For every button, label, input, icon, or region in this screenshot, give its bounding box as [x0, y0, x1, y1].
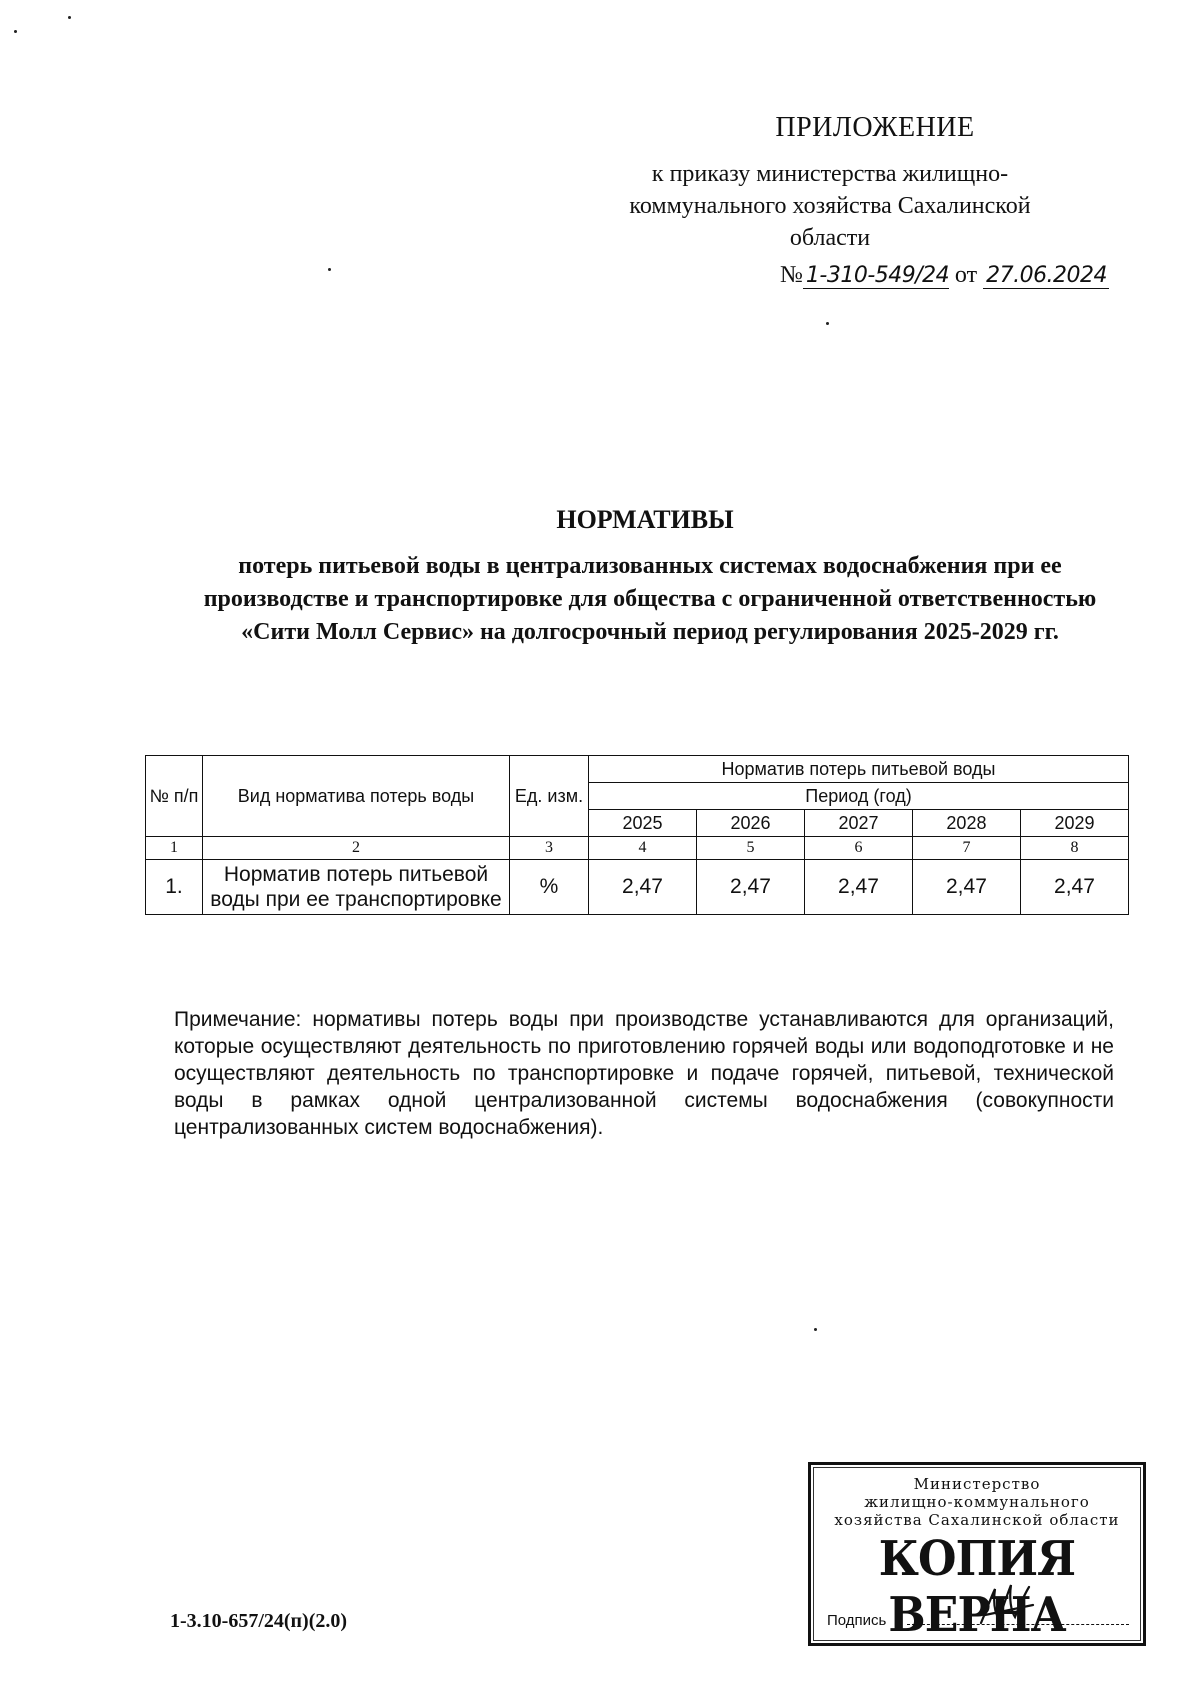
header-period: Период (год) — [589, 783, 1129, 810]
scan-speck — [328, 268, 331, 271]
index-cell: 2 — [203, 837, 510, 860]
index-cell: 4 — [589, 837, 697, 860]
scan-speck — [814, 1328, 817, 1331]
stamp-line-2: жилищно-коммунального — [864, 1493, 1090, 1511]
index-cell: 6 — [804, 837, 912, 860]
table-row — [146, 860, 1129, 915]
row-type: Норматив потерь питьевой воды при ее транспортировке — [203, 860, 510, 915]
stamp-line-3: хозяйства Сахалинской области — [834, 1511, 1120, 1529]
handwritten-signature — [977, 1579, 1037, 1629]
index-cell: 7 — [912, 837, 1020, 860]
row-num: 1. — [146, 860, 203, 915]
document-code: 1-3.10-657/24(п)(2.0) — [170, 1610, 348, 1632]
order-reference — [780, 262, 1109, 289]
table-header-row-1 — [146, 756, 1129, 783]
index-cell: 8 — [1020, 837, 1128, 860]
copy-certified-stamp — [808, 1462, 1146, 1646]
scan-speck — [68, 16, 71, 19]
row-value: 2,47 — [912, 860, 1020, 915]
order-date: 27.06.2024 — [983, 263, 1109, 289]
header-unit: Ед. изм. — [510, 756, 589, 837]
appendix-line-2: коммунального хозяйства Сахалинской — [629, 193, 1031, 219]
stamp-line-1: Министерство — [913, 1475, 1041, 1493]
note-paragraph: Примечание: нормативы потерь воды при производстве устанавливаются для организаций, которые осуществляют деятельность по приготовлению горячей воды или водоподготовке и не осуществляют деятельность по транспортировке и подаче горячей, питьевой, технической воды в рамках одной централизованной системы водоснабжения (совокупности централизованных систем водоснабжения). — [174, 1008, 1114, 1139]
order-number-prefix: № — [780, 262, 803, 288]
order-number: 1-310-549/24 — [803, 263, 949, 289]
row-value: 2,47 — [589, 860, 697, 915]
index-cell: 1 — [146, 837, 203, 860]
row-value: 2,47 — [1020, 860, 1128, 915]
header-year: 2026 — [696, 810, 804, 837]
header-num: № п/п — [146, 756, 203, 837]
header-year: 2027 — [804, 810, 912, 837]
row-value: 2,47 — [696, 860, 804, 915]
document-subtitle: потерь питьевой воды в централизованных системах водоснабжения при ее производстве и транспортировке для общества с ограниченной ответственностью «Сити Молл Сервис» на долгосрочный период регулирования 2025-2029 гг. — [203, 553, 1097, 645]
index-cell: 5 — [696, 837, 804, 860]
header-year: 2028 — [912, 810, 1020, 837]
scan-speck — [14, 30, 17, 33]
row-unit: % — [510, 860, 589, 915]
header-type: Вид норматива потерь воды — [203, 756, 510, 837]
index-cell: 3 — [510, 837, 589, 860]
scan-speck — [826, 322, 829, 325]
row-value: 2,47 — [804, 860, 912, 915]
appendix-line-3: области — [789, 225, 871, 251]
table-index-row — [146, 837, 1129, 860]
order-date-separator: от — [954, 262, 978, 288]
appendix-line-1: к приказу министерства жилищно- — [651, 161, 1009, 187]
header-year: 2025 — [589, 810, 697, 837]
stamp-big-text: КОПИЯ ВЕРНА — [878, 1531, 1076, 1643]
appendix-title: ПРИЛОЖЕНИЕ — [775, 112, 975, 143]
norms-table — [145, 755, 1129, 915]
document-title: НОРМАТИВЫ — [556, 505, 734, 534]
appendix-block — [560, 112, 1100, 254]
header-group: Норматив потерь питьевой воды — [589, 756, 1129, 783]
header-year: 2029 — [1020, 810, 1128, 837]
stamp-sign-label: Подпись — [827, 1612, 887, 1629]
